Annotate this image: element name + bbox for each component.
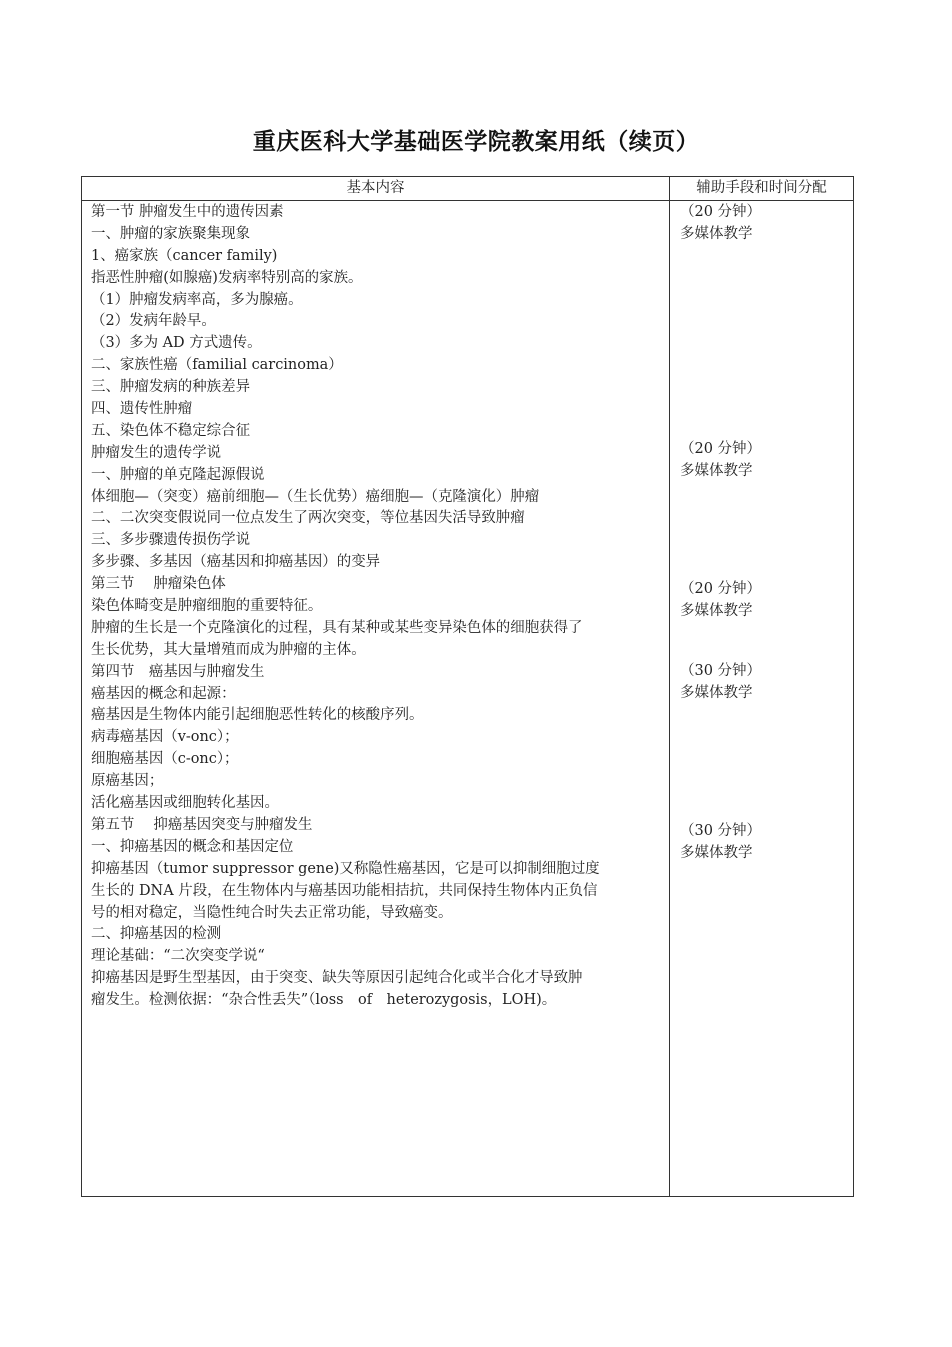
content-line: 细胞癌基因（c-onc）； <box>91 751 239 768</box>
content-line: 抑癌基因是野生型基因，由于突变、缺失等原因引起纯合化或半合化才导致肿 <box>91 970 583 987</box>
content-line: 理论基础：“二次突变学说“ <box>91 948 265 965</box>
content-line: 二、抑癌基因的检测 <box>91 926 222 943</box>
content-line: 一、抑癌基因的概念和基因定位 <box>91 838 294 855</box>
content-line: （3）多为 AD 方式遗传。 <box>91 335 262 352</box>
content-line: 癌基因是生物体内能引起细胞恶性转化的核酸序列。 <box>91 707 424 724</box>
content-line: 抑癌基因（tumor suppressor gene)又称隐性癌基因，它是可以抑制细胞过度 <box>91 860 600 877</box>
content-line: 第三节 肿瘤染色体 <box>91 576 226 593</box>
side-note <box>680 439 850 483</box>
content-line: 1、癌家族（cancer family) <box>91 247 278 264</box>
content-line: 癌基因的概念和起源： <box>91 685 236 702</box>
basic-content-column <box>91 202 665 1012</box>
content-line: 体细胞—（突变）癌前细胞—（生长优势）癌细胞—（克隆演化）肿瘤 <box>91 488 540 505</box>
header-basic-content: 基本内容 <box>346 180 405 196</box>
side-note <box>680 202 850 246</box>
content-line: 四、遗传性肿瘤 <box>91 401 193 418</box>
lesson-plan-table <box>81 176 854 1197</box>
column-divider <box>669 177 670 1196</box>
content-line: 一、肿瘤的家族聚集现象 <box>91 225 251 242</box>
content-line: 三、肿瘤发病的种族差异 <box>91 379 251 396</box>
content-line: 二、二次突变假说同一位点发生了两次突变，等位基因失活导致肿瘤 <box>91 510 525 527</box>
content-line: 号的相对稳定，当隐性纯合时失去正常功能，导致癌变。 <box>91 904 453 921</box>
content-line: 五、染色体不稳定综合征 <box>91 422 251 439</box>
content-line: 第五节 抑癌基因突变与肿瘤发生 <box>91 816 313 833</box>
content-line: （2）发病年龄早。 <box>91 313 216 330</box>
side-note-method: 多媒体教学 <box>680 462 753 479</box>
side-note <box>680 579 850 623</box>
content-line: （1）肿瘤发病率高，多为腺癌。 <box>91 291 303 308</box>
content-line: 瘤发生。检测依据：“杂合性丢失”（loss of heterozygosis，LOH)。 <box>91 992 557 1009</box>
side-note-time: （20 分钟） <box>680 441 762 457</box>
side-note-method: 多媒体教学 <box>680 602 753 619</box>
page-title: 重庆医科大学基础医学院教案用纸（续页） <box>252 129 700 155</box>
side-note-method: 多媒体教学 <box>680 225 753 242</box>
content-line: 肿瘤的生长是一个克隆演化的过程，具有某种或某些变异染色体的细胞获得了 <box>91 619 583 636</box>
table-header-row <box>82 177 853 201</box>
side-note <box>680 661 850 705</box>
header-aids-and-time: 辅助手段和时间分配 <box>696 180 827 196</box>
content-line: 一、肿瘤的单克隆起源假说 <box>91 466 265 483</box>
content-line: 第四节 癌基因与肿瘤发生 <box>91 663 265 680</box>
content-line: 活化癌基因或细胞转化基因。 <box>91 795 279 812</box>
content-line: 染色体畸变是肿瘤细胞的重要特征。 <box>91 598 323 615</box>
content-line: 病毒癌基因（v-onc）； <box>91 729 239 746</box>
content-line: 生长的 DNA 片段，在生物体内与癌基因功能相拮抗，共同保持生物体内正负信 <box>91 882 598 899</box>
content-line: 指恶性肿瘤(如腺癌)发病率特别高的家族。 <box>91 269 363 286</box>
side-note <box>680 821 850 865</box>
content-line: 二、家族性癌（familial carcinoma） <box>91 357 343 374</box>
content-line: 多步骤、多基因（癌基因和抑癌基因）的变异 <box>91 554 381 571</box>
side-note-time: （20 分钟） <box>680 204 762 220</box>
side-note-time: （30 分钟） <box>680 823 762 839</box>
side-note-method: 多媒体教学 <box>680 684 753 701</box>
content-line: 三、多步骤遗传损伤学说 <box>91 532 251 549</box>
content-line: 肿瘤发生的遗传学说 <box>91 444 222 461</box>
content-line: 第一节 肿瘤发生中的遗传因素 <box>91 204 284 220</box>
side-note-time: （20 分钟） <box>680 581 762 597</box>
content-line: 原癌基因； <box>91 773 164 790</box>
side-note-method: 多媒体教学 <box>680 844 753 861</box>
content-line: 生长优势，其大量增殖而成为肿瘤的主体。 <box>91 641 366 658</box>
side-note-time: （30 分钟） <box>680 663 762 679</box>
